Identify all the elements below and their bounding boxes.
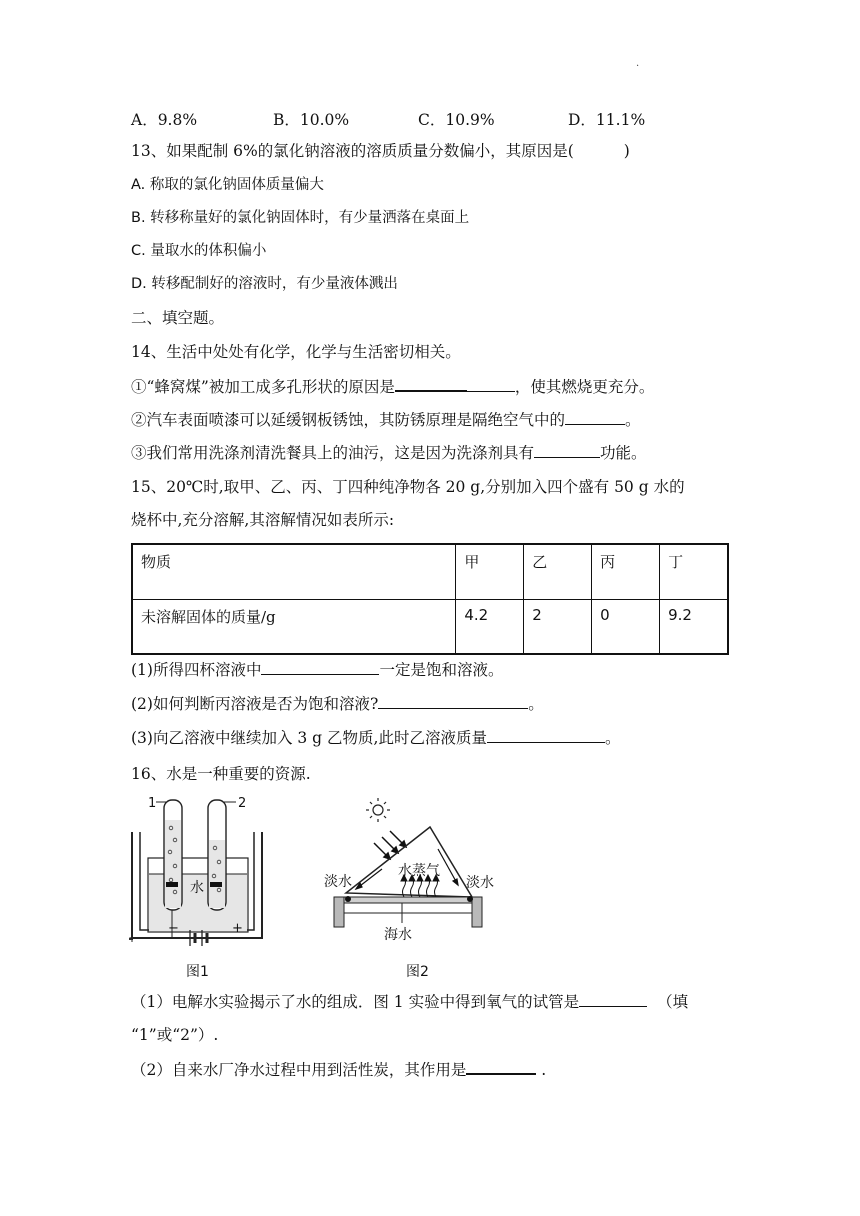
- q14-part2: [131, 410, 641, 430]
- sun-icon: [366, 798, 390, 822]
- right-collector: [467, 896, 473, 902]
- solar-still-figure: [320, 793, 495, 980]
- electrode-right: [210, 882, 222, 887]
- q14-part1: [131, 376, 654, 397]
- table-cell: 2: [524, 599, 592, 654]
- table-header-cell: 乙: [524, 544, 592, 599]
- q14-part3: [131, 443, 647, 463]
- table-cell: 4.2: [456, 599, 524, 654]
- q14-part1-tail: ，使其燃烧更充分。: [514, 378, 655, 396]
- q13-stem-close: ): [623, 142, 630, 160]
- q16-sub1: [131, 992, 688, 1012]
- q16-sub1-tail: （填: [657, 993, 689, 1011]
- table-row: [132, 599, 728, 654]
- water-label: 水: [190, 880, 204, 896]
- q14-part3-text: ③我们常用洗涤剂清洗餐具上的油污，这是因为洗涤剂具有: [131, 444, 535, 462]
- seawater-tray: [340, 903, 478, 913]
- q14-part2-tail: 。: [625, 411, 641, 429]
- table-cell: 9.2: [660, 599, 728, 654]
- section-heading: 二、填空题。: [131, 309, 225, 327]
- tube-1-water: [165, 820, 181, 908]
- battery-circuit-figure: [128, 921, 268, 980]
- q14-part3-tail: 功能。: [600, 444, 647, 462]
- q15-sub1-blank[interactable]: [261, 660, 379, 675]
- sunlight-arrows: [374, 831, 406, 859]
- q15-sub1-tail: 一定是饱和溶液。: [379, 661, 504, 679]
- table-header-cell: 物质: [132, 544, 456, 599]
- minus-sign: −: [168, 921, 179, 936]
- left-collector: [345, 896, 351, 902]
- table-header-cell: 丁: [660, 544, 728, 599]
- q16-sub2-tail: .: [536, 1061, 547, 1079]
- header-dot: .: [636, 58, 640, 69]
- tube-2-water: [209, 840, 225, 908]
- q15-sub2: [131, 694, 544, 714]
- q12-option-a: A．9.8%: [131, 111, 198, 129]
- q13-option-c: C. 量取水的体积偏小: [131, 243, 267, 259]
- q16-sub2: [131, 1059, 546, 1080]
- q13-option-d: D. 转移配制好的溶液时，有少量液体溅出: [131, 276, 398, 292]
- fig1-caption: 图1: [186, 964, 209, 980]
- table-header-cell: 丙: [592, 544, 660, 599]
- tube-label-2: 2: [238, 796, 247, 811]
- water-vapor-label: 水蒸气: [398, 863, 440, 879]
- q15-sub3-tail: 。: [604, 729, 621, 747]
- q14-part2-blank[interactable]: [565, 410, 625, 425]
- q16-sub1-line2: “1”或“2”）.: [131, 1026, 219, 1044]
- fresh-water-left-label: 淡水: [324, 874, 352, 890]
- tube-label-1: 1: [148, 796, 157, 811]
- plus-sign: +: [232, 921, 243, 936]
- q13-option-a: A. 称取的氯化钠固体质量偏大: [131, 177, 324, 193]
- q16-stem: 16、水是一种重要的资源.: [131, 765, 311, 783]
- q14-part1-blank-ext[interactable]: [467, 377, 515, 392]
- q15-sub3: [131, 728, 620, 748]
- q16-sub2-blank[interactable]: [466, 1059, 536, 1075]
- q15-sub3-blank[interactable]: [487, 728, 605, 743]
- fresh-water-right-label: 淡水: [466, 875, 494, 891]
- table-cell: 0: [592, 599, 660, 654]
- tray-rim: [338, 897, 480, 903]
- q15-stem-line2: 烧杯中,充分溶解,其溶解情况如表所示:: [131, 511, 395, 529]
- q14-stem: 14、生活中处处有化学，化学与生活密切相关。: [131, 343, 461, 361]
- q12-option-c: C．10.9%: [418, 111, 495, 129]
- q13-stem: [131, 141, 630, 161]
- q15-sub2-tail: 。: [528, 695, 544, 713]
- q13-stem-text: 13、如果配制 6%的氯化钠溶液的溶质质量分数偏小，其原因是(: [131, 142, 574, 160]
- q14-part3-blank[interactable]: [534, 443, 600, 458]
- right-support: [472, 897, 482, 927]
- fig2-caption: 图2: [406, 964, 429, 980]
- q15-stem-line1: 15、20℃时,取甲、乙、丙、丁四种纯净物各 20 g,分别加入四个盛有 50 g 水的: [131, 478, 685, 496]
- q15-sub1-text: (1)所得四杯溶液中: [131, 661, 262, 679]
- q12-option-d: D．11.1%: [568, 111, 646, 129]
- q16-sub1-blank[interactable]: [579, 992, 647, 1007]
- q12-option-b: B．10.0%: [273, 111, 350, 129]
- q13-option-b: B. 转移称量好的氯化钠固体时，有少量洒落在桌面上: [131, 210, 470, 226]
- q16-sub1-text: （1）电解水实验揭示了水的组成．图 1 实验中得到氧气的试管是: [131, 993, 580, 1011]
- battery-plates: [190, 930, 207, 946]
- q15-sub2-blank[interactable]: [378, 694, 528, 709]
- left-support: [334, 897, 344, 927]
- q16-sub2-text: （2）自来水厂净水过程中用到活性炭，其作用是: [131, 1061, 467, 1079]
- table-header-row: [132, 544, 728, 599]
- q15-sub2-text: (2)如何判断丙溶液是否为饱和溶液?: [131, 695, 379, 713]
- q14-part1-blank[interactable]: [395, 376, 467, 392]
- table-cell: 未溶解固体的质量/g: [132, 599, 456, 654]
- table-header-cell: 甲: [456, 544, 524, 599]
- seawater-label: 海水: [384, 927, 412, 943]
- q15-sub3-text: (3)向乙溶液中继续加入 3 g 乙物质,此时乙溶液质量: [131, 729, 487, 747]
- glass-cover: [346, 827, 472, 897]
- electrode-left: [166, 882, 178, 887]
- solubility-table: [131, 543, 729, 655]
- q15-sub1: [131, 660, 503, 680]
- q14-part1-text: ①“蜂窝煤”被加工成多孔形状的原因是: [131, 378, 395, 396]
- q14-part2-text: ②汽车表面喷漆可以延缓钢板锈蚀，其防锈原理是隔绝空气中的: [131, 411, 566, 429]
